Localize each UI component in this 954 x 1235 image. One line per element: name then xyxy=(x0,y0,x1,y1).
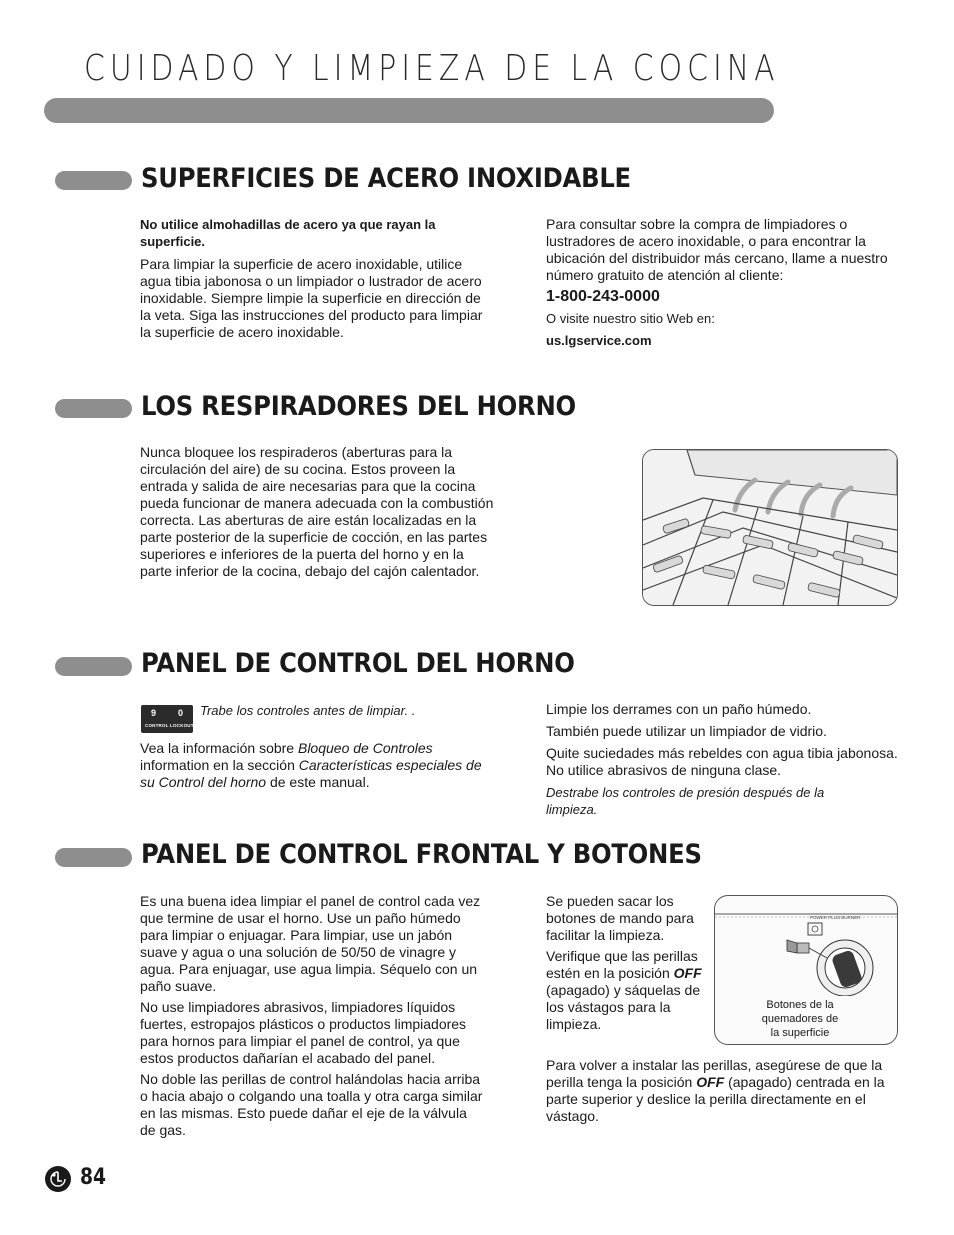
knob-caption xyxy=(715,998,885,1040)
front-right-3b: (apagado) centrada en la parte superior y deslice la perilla directamente en el vástago. xyxy=(546,1074,885,1124)
control-see-text xyxy=(140,740,490,791)
control-knob-illustration xyxy=(714,895,898,1045)
front-left-2: No use limpiadores abrasivos, limpiadores líquidos fuertes, estropajos plásticos o productos limpiadores para hornos para limpiar el panel de control, ya que estos productos dañarían el acabado del panel. xyxy=(140,999,467,1066)
front-left-column xyxy=(140,893,485,1139)
vents-column xyxy=(140,444,495,580)
off-label: OFF xyxy=(673,965,702,981)
badge-digit-right: 0 xyxy=(178,708,184,718)
control-left-column xyxy=(140,740,490,791)
caption-line-2: quemadores de xyxy=(761,1013,839,1025)
lg-logo-icon xyxy=(45,1166,71,1192)
section-heading-control: PANEL DE CONTROL DEL HORNO xyxy=(141,648,575,679)
off-label-2: OFF xyxy=(696,1074,725,1090)
control-lockout-badge xyxy=(141,705,193,733)
steel-left-column xyxy=(140,216,495,341)
steel-body: Para limpiar la superficie de acero inoxidable, utilice agua tibia jabonosa o un limpiador o lustrador de acero inoxidable. Siempre limpie la superficie en dirección de la veta. Siga las instrucciones del producto para limpiar la superficie de acero inoxidable. xyxy=(140,256,483,340)
title-bar xyxy=(44,98,774,123)
web-intro: O visite nuestro sitio Web en: xyxy=(546,311,715,326)
cooktop-vents-illustration xyxy=(642,449,898,606)
steel-right-column xyxy=(546,216,901,349)
front-right-1: Se pueden sacar los botones de mando para facilitar la limpieza. xyxy=(546,893,694,943)
control-right-2: También puede utilizar un limpiador de vidrio. xyxy=(546,723,827,739)
knob-drawing xyxy=(715,896,897,996)
front-right-3a: Para volver a instalar las perillas, asegúrese de que la perilla tenga la posición xyxy=(546,1057,883,1090)
front-right-wide-column xyxy=(546,1057,901,1125)
section-pill-control xyxy=(55,657,132,676)
cooktop-grates-drawing xyxy=(643,450,897,605)
see-text-4: Características especiales de su Control del horno xyxy=(140,757,482,790)
front-right-2a: Verifique que las perillas estén en la posición xyxy=(546,948,698,981)
steel-contact-intro: Para consultar sobre la compra de limpiadores o lustradores de acero inoxidable, o para encontrar la ubicación del distribuidor más cercano, llame a nuestro número gratuito de atención al cliente: xyxy=(546,216,888,283)
control-right-1: Limpie los derrames con un paño húmedo. xyxy=(546,701,812,717)
control-right-3: Quite suciedades más rebeldes con agua tibia jabonosa. No utilice abrasivos de ninguna clase. xyxy=(546,745,898,778)
web-link[interactable]: us.lgservice.com xyxy=(546,333,652,348)
lock-note: Trabe los controles antes de limpiar. . xyxy=(200,703,416,718)
phone-number: 1-800-243-0000 xyxy=(546,288,660,305)
front-left-3: No doble las perillas de control halándolas hacia arriba o hacia abajo o colgando una toalla y otra carga similar en las mismas. Esto puede dañar el eje de la válvula de gas. xyxy=(140,1071,483,1138)
see-text-3: information en la sección xyxy=(140,757,299,773)
see-text-5: de este manual. xyxy=(266,774,370,790)
front-right-2 xyxy=(546,948,711,1033)
front-right-2b: (apagado) y sáquelas de los vástagos para la limpieza. xyxy=(546,982,701,1032)
section-pill-front xyxy=(55,848,132,867)
lg-logo-mark xyxy=(45,1166,71,1192)
page-title: CUIDADO Y LIMPIEZA DE LA COCINA xyxy=(84,48,780,89)
section-heading-front: PANEL DE CONTROL FRONTAL Y BOTONES xyxy=(141,839,702,870)
badge-digit-left: 9 xyxy=(151,708,157,718)
control-right-column xyxy=(546,701,901,818)
section-pill-vents xyxy=(55,399,132,418)
panel-label: POWER PLUS BURNER xyxy=(810,915,861,920)
section-pill-steel xyxy=(55,171,132,190)
vents-body: Nunca bloquee los respiraderos (aberturas para la circulación del aire) de su cocina. Estos proveen la entrada y salida de aire necesarias para que la cocina pueda funcionar de manera adecuada con la combustión correcta. Las aberturas de aire están localizadas en la parte posterior de la superficie de cocción, en las partes superiores e inferiores de la puerta del horno y en la parte inferior de la cocina, debajo del cajón calentador. xyxy=(140,444,494,579)
front-right-narrow-column xyxy=(546,893,711,1033)
front-left-1: Es una buena idea limpiar el panel de control cada vez que termine de usar el horno. Use un paño húmedo para limpiar o enjuagar. Para limpiar, use un jabón suave y agua o una solución de 50/50 de vinagre y agua. Para enjuagar, use agua limpia. Séquelo con un paño suave. xyxy=(140,893,481,994)
control-right-4: Destrabe los controles de presión después de la limpieza. xyxy=(546,785,825,817)
caption-line-1: Botones de la xyxy=(766,999,834,1011)
caption-line-3: la superficie xyxy=(770,1027,830,1039)
badge-label: CONTROL LOCKOUT xyxy=(145,723,194,728)
see-text-2: Bloqueo de Controles xyxy=(297,740,433,756)
see-text-1: Vea la información sobre xyxy=(140,740,298,756)
section-heading-steel: SUPERFICIES DE ACERO INOXIDABLE xyxy=(141,163,631,194)
page-number: 84 xyxy=(80,1165,107,1190)
steel-warning: No utilice almohadillas de acero ya que rayan la superficie. xyxy=(140,217,436,249)
front-right-3 xyxy=(546,1057,901,1125)
section-heading-vents: LOS RESPIRADORES DEL HORNO xyxy=(141,391,576,422)
